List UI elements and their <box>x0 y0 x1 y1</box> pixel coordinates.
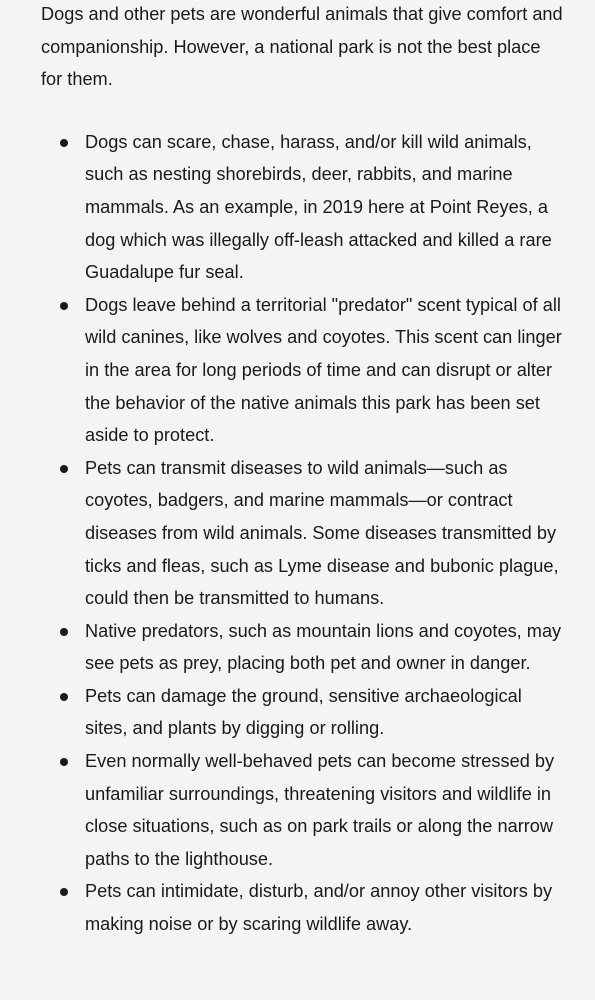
list-item <box>41 615 565 680</box>
list-item <box>41 452 565 615</box>
list-item-text: Even normally well-behaved pets can become stressed by unfamiliar surroundings, threatening visitors and wildlife in close situations, such as on park trails or along the narrow paths to the lighthouse. <box>85 751 555 869</box>
list-item <box>41 680 565 745</box>
list-item-text: Pets can transmit diseases to wild animals—such as coyotes, badgers, and marine mammals—or contract diseases from wild animals. Some diseases transmitted by ticks and fleas, such as Lyme disease and bubonic plague, could then be transmitted to humans. <box>85 457 559 609</box>
bullet-icon <box>60 302 68 310</box>
bullet-icon <box>60 693 68 701</box>
bullet-icon <box>60 758 68 766</box>
bullet-icon <box>60 139 68 147</box>
list-item-text: Dogs leave behind a territorial "predator" scent typical of all wild canines, like wolves and coyotes. This scent can linger in the area for long periods of time and can disrupt or alter the behavior of the native animals this park has been set aside to protect. <box>85 294 562 446</box>
list-item-text: Dogs can scare, chase, harass, and/or kill wild animals, such as nesting shorebirds, deer, rabbits, and marine mammals. As an example, in 2019 here at Point Reyes, a dog which was illegally off-leash attacked and killed a rare Guadalupe fur seal. <box>85 131 552 283</box>
list-item-text: Pets can damage the ground, sensitive archaeological sites, and plants by digging or rolling. <box>85 685 522 739</box>
bullet-icon <box>60 465 68 473</box>
pet-impact-list <box>41 126 565 941</box>
list-item <box>41 745 565 875</box>
bullet-icon <box>60 628 68 636</box>
list-item-text: Pets can intimidate, disturb, and/or annoy other visitors by making noise or by scaring wildlife away. <box>85 881 553 935</box>
bullet-icon <box>60 888 68 896</box>
list-item <box>41 126 565 289</box>
list-item <box>41 875 565 940</box>
intro-paragraph: Dogs and other pets are wonderful animals that give comfort and companionship. However, a national park is not the best place for them. <box>41 4 563 90</box>
list-item <box>41 289 565 452</box>
list-item-text: Native predators, such as mountain lions and coyotes, may see pets as prey, placing both pet and owner in danger. <box>85 620 562 674</box>
